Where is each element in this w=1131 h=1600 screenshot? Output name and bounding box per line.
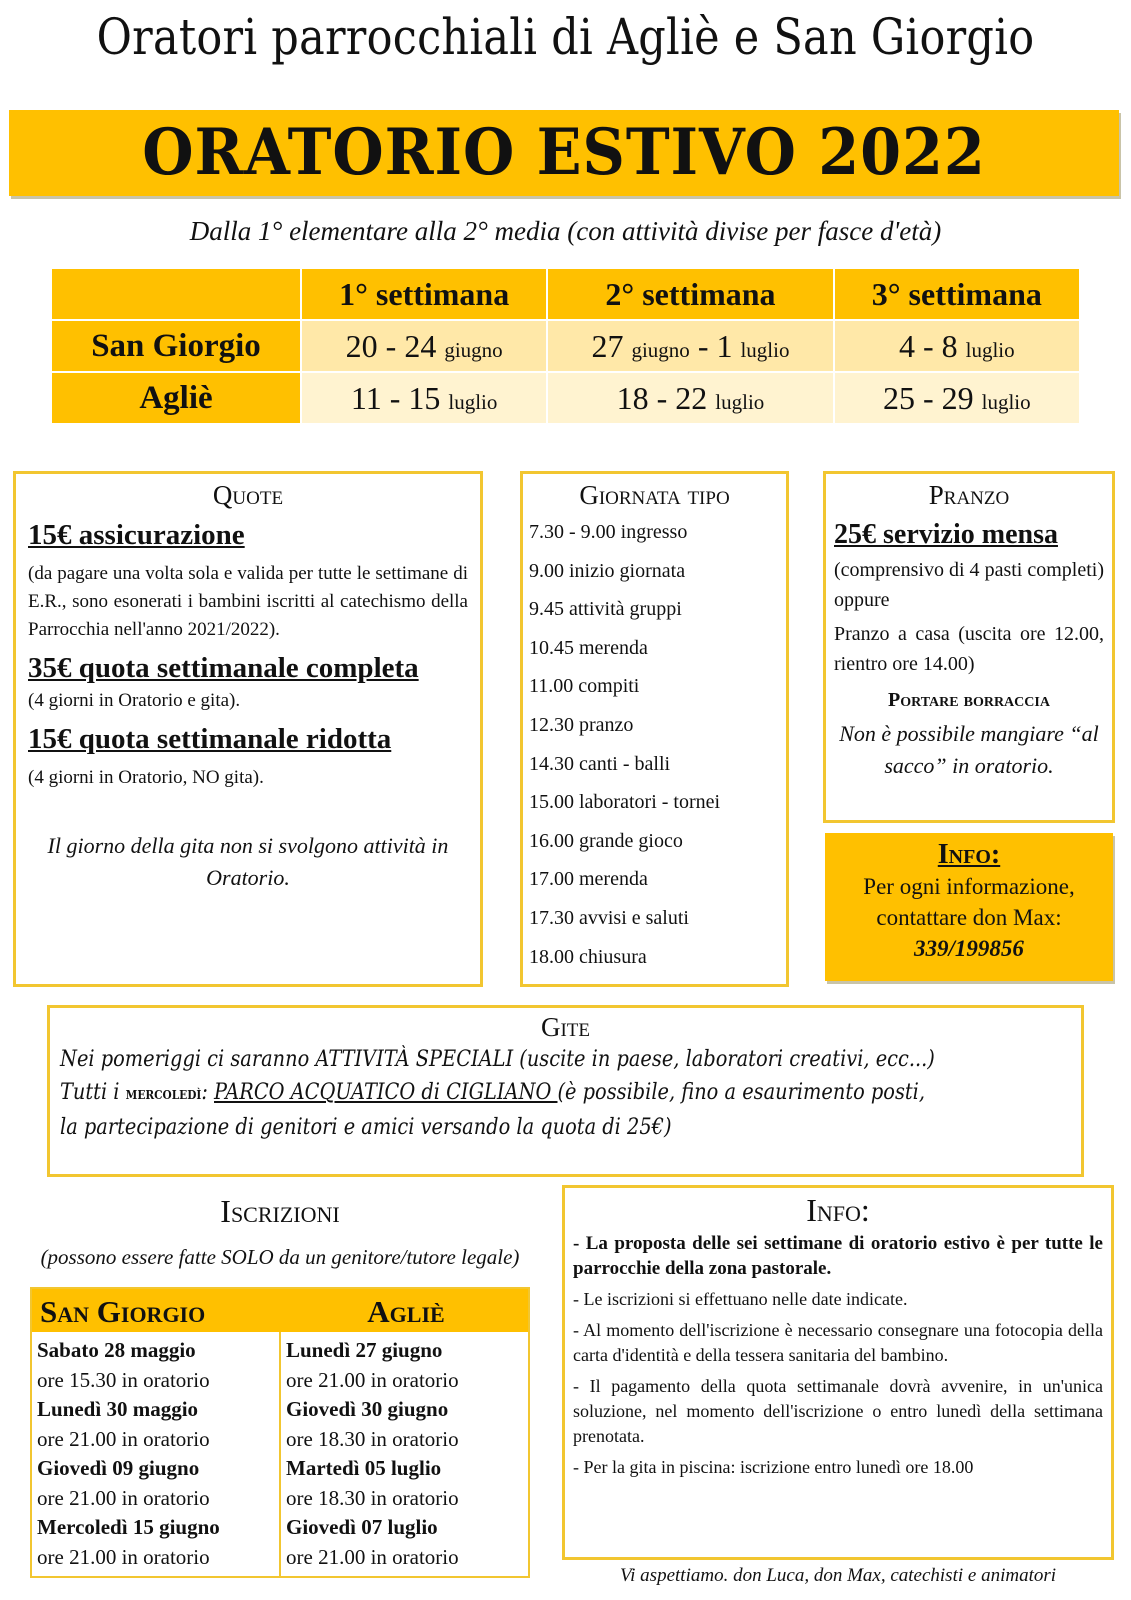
banner [9, 110, 1119, 196]
subtitle: Dalla 1° elementare alla 2° media (con attività divise per fasce d'età) [189, 216, 942, 246]
schedule-item: 18.00 chiusura [529, 945, 647, 968]
days: 4 - 8 [898, 327, 958, 364]
days: 18 - 22 [616, 379, 708, 416]
week-header: 1° settimana [301, 268, 547, 320]
iscr-time: ore 21.00 in oratorio [37, 1485, 210, 1510]
bottle-note: Portare borraccia [888, 689, 1050, 711]
month: luglio [965, 337, 1015, 362]
pranzo-title: Pranzo [928, 480, 1010, 510]
iscr-day: Sabato 28 maggio [37, 1338, 196, 1362]
gite-place: PARCO ACQUATICO di CIGLIANO [214, 1080, 558, 1105]
info-contact-line: Per ogni informazione, [863, 874, 1075, 899]
info-item: - La proposta delle sei settimane di oratorio estivo è per tutte le parrocchie della zona pastorale. [573, 1233, 1103, 1279]
banner-title: ORATORIO ESTIVO 2022 [142, 115, 986, 190]
month: giugno [631, 337, 690, 362]
iscr-day: Giovedì 30 giugno [286, 1397, 449, 1421]
gite-day: mercoledì [125, 1084, 202, 1104]
info-item: - Per la gita in piscina: iscrizione entro lunedì ore 18.00 [573, 1457, 974, 1477]
week-cell [834, 320, 1080, 372]
schedule-list [529, 513, 780, 976]
weeks-header-row [51, 268, 1080, 320]
info-box [562, 1185, 1114, 1560]
mensa-price: 25€ servizio mensa [834, 519, 1058, 550]
insurance-note: (da pagare una volta sola e valida per tutte le settimane di E.R., sono esonerati i bambini iscritti al catechismo della Parrocchia nell'anno 2021/2022). [28, 563, 468, 640]
gite-line: la partecipazione di genitori e amici versando la quota di 25€) [60, 1115, 672, 1140]
quote-box [13, 471, 483, 987]
iscr-time: ore 21.00 in oratorio [37, 1544, 210, 1569]
iscr-time: ore 21.00 in oratorio [286, 1367, 459, 1392]
days: 25 - 29 [882, 379, 974, 416]
iscrizioni-note: (possono essere fatte SOLO da un genitore/tutore legale) [40, 1245, 520, 1269]
iscr-day: Giovedì 07 luglio [286, 1515, 438, 1539]
san-giorgio-column [32, 1332, 281, 1576]
info-contact-box [825, 833, 1113, 981]
month: luglio [448, 389, 498, 414]
iscr-time: ore 21.00 in oratorio [286, 1544, 459, 1569]
month: luglio [740, 337, 790, 362]
page-title: Oratori parrocchiali di Agliè e San Giorgio [96, 8, 1035, 66]
schedule-item: 17.30 avvisi e saluti [529, 906, 689, 929]
column-header: San Giorgio [40, 1294, 206, 1329]
gite-text: (è possibile, fino a esaurimento posti, [557, 1080, 926, 1105]
weeks-table [50, 267, 1081, 425]
full-price: 35€ quota settimanale completa [28, 652, 419, 684]
month: luglio [715, 389, 765, 414]
iscr-day: Giovedì 09 giugno [37, 1456, 200, 1480]
iscrizioni-header [32, 1289, 528, 1332]
days: - 1 [697, 327, 733, 364]
days: 11 - 15 [350, 379, 441, 416]
month: giugno [444, 337, 503, 362]
giornata-box [520, 471, 789, 987]
iscr-time: ore 18.30 in oratorio [286, 1485, 459, 1510]
month: luglio [981, 389, 1031, 414]
gite-title: Gite [540, 1012, 591, 1042]
insurance-price: 15€ assicurazione [28, 519, 245, 551]
mensa-note: (comprensivo di 4 pasti completi) oppure [834, 559, 1104, 611]
days: 27 [591, 327, 624, 364]
iscr-day: Martedì 05 luglio [286, 1456, 442, 1480]
iscrizioni-title: Iscrizioni [220, 1193, 340, 1229]
week-cell [834, 372, 1080, 424]
schedule-item: 11.00 compiti [529, 675, 640, 698]
week-header: 3° settimana [834, 268, 1080, 320]
pranzo-box [823, 471, 1115, 823]
iscr-time: ore 18.30 in oratorio [286, 1426, 459, 1451]
signature: Vi aspettiamo. don Luca, don Max, catechisti e animatori [619, 1565, 1057, 1586]
info-item: - Il pagamento della quota settimanale dovrà avvenire, in un'unica soluzione, nel momento dell'iscrizione o entro lunedì della settimana prenotata. [573, 1376, 1103, 1446]
schedule-item: 12.30 pranzo [529, 713, 634, 736]
info-contact-line: contattare don Max: [876, 905, 1062, 930]
schedule-item: 16.00 grande gioco [529, 829, 683, 852]
schedule-item: 10.45 merenda [529, 636, 648, 659]
week-cell [547, 320, 833, 372]
column-header: Agliè [367, 1294, 445, 1329]
iscrizioni-table [30, 1287, 530, 1578]
days: 20 - 24 [345, 327, 437, 364]
weeks-corner-cell [51, 268, 301, 320]
info-item: - Al momento dell'iscrizione è necessario consegnare una fotocopia della carta d'identità e della tessera sanitaria del bambino. [573, 1320, 1103, 1365]
giornata-title: Giornata tipo [579, 480, 730, 510]
gite-text: Tutti i [60, 1080, 126, 1105]
info-item: - Le iscrizioni si effettuano nelle date indicate. [573, 1289, 908, 1309]
schedule-item: 14.30 canti - balli [529, 752, 671, 775]
iscr-time: ore 15.30 in oratorio [37, 1367, 210, 1392]
row-place: Agliè [51, 372, 301, 424]
iscr-day: Lunedì 30 maggio [37, 1397, 199, 1421]
gite-line: Nei pomeriggi ci saranno ATTIVITÀ SPECIALI (uscite in paese, laboratori creativi, ecc...) [60, 1047, 935, 1072]
no-sack-note: Non è possibile mangiare “al sacco” in oratorio. [839, 721, 1099, 778]
week-cell [301, 372, 547, 424]
full-note: (4 giorni in Oratorio e gita). [28, 690, 241, 711]
week-cell [547, 372, 833, 424]
gite-text: : [201, 1080, 215, 1105]
schedule-item: 9.00 inizio giornata [529, 559, 686, 582]
iscr-day: Mercoledì 15 giugno [37, 1515, 220, 1539]
schedule-item: 17.00 merenda [529, 868, 648, 891]
quote-closing: Il giorno della gita non si svolgono attività in Oratorio. [47, 833, 449, 890]
info-title: Info: [806, 1192, 870, 1228]
schedule-item: 7.30 - 9.00 ingresso [529, 521, 688, 543]
gite-line [60, 1076, 950, 1111]
row-place: San Giorgio [51, 320, 301, 372]
iscr-day: Lunedì 27 giugno [286, 1338, 443, 1362]
iscr-time: ore 21.00 in oratorio [37, 1426, 210, 1451]
week-cell [301, 320, 547, 372]
info-contact-title: Info: [937, 839, 1001, 870]
week-header: 2° settimana [547, 268, 833, 320]
reduced-note: (4 giorni in Oratorio, NO gita). [28, 767, 264, 788]
schedule-item: 15.00 laboratori - tornei [529, 791, 721, 814]
aglie-column [281, 1332, 528, 1576]
pranzo-home: Pranzo a casa (uscita ore 12.00, rientro ore 14.00) [834, 623, 1104, 675]
reduced-price: 15€ quota settimanale ridotta [28, 723, 392, 755]
weeks-row-aglie [51, 372, 1080, 424]
gite-box [47, 1005, 1084, 1177]
iscrizioni-body [32, 1332, 528, 1576]
weeks-row-san-giorgio [51, 320, 1080, 372]
phone-number: 339/199856 [914, 936, 1024, 961]
schedule-item: 9.45 attività gruppi [529, 598, 682, 621]
quote-title: Quote [212, 480, 284, 510]
